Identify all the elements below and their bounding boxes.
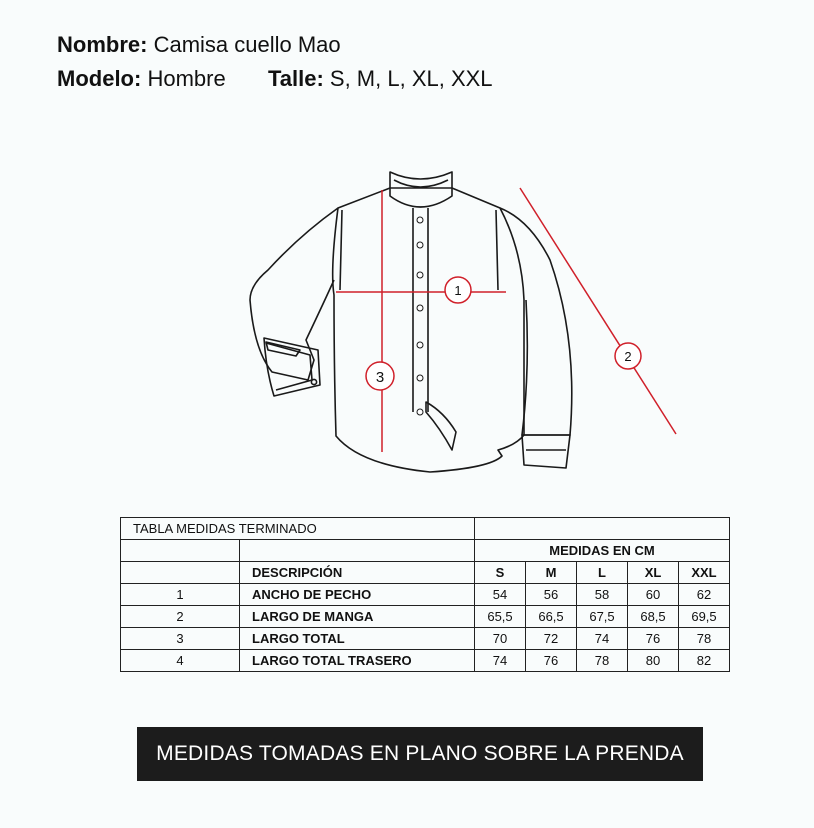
table-row <box>121 650 730 672</box>
size-header: S <box>475 562 526 584</box>
marker-1-label: 1 <box>454 283 462 298</box>
table-row <box>121 584 730 606</box>
name-row <box>57 28 493 62</box>
name-label: Nombre: <box>57 32 148 57</box>
button-2 <box>417 242 423 248</box>
cell-value: 74 <box>577 628 628 650</box>
row-number: 4 <box>121 650 240 672</box>
button-7 <box>417 409 423 415</box>
marker-1 <box>445 277 471 303</box>
banner-text: MEDIDAS TOMADAS EN PLANO SOBRE LA PRENDA <box>156 742 684 765</box>
table-title-row <box>121 518 730 540</box>
size-header: XL <box>628 562 679 584</box>
cell-value: 69,5 <box>679 606 730 628</box>
table-units-row <box>121 540 730 562</box>
model-value: Hombre <box>147 66 226 91</box>
size-header: L <box>577 562 628 584</box>
button-6 <box>417 375 423 381</box>
button-1 <box>417 217 423 223</box>
button-4 <box>417 305 423 311</box>
size-header: M <box>526 562 577 584</box>
cell-value: 56 <box>526 584 577 606</box>
cell-value: 65,5 <box>475 606 526 628</box>
sleeve-length-line <box>520 188 676 434</box>
cell-value: 70 <box>475 628 526 650</box>
size-value: S, M, L, XL, XXL <box>329 66 493 91</box>
model-row <box>57 62 493 96</box>
button-3 <box>417 272 423 278</box>
product-header <box>57 28 493 96</box>
table-row <box>121 606 730 628</box>
cell-value: 58 <box>577 584 628 606</box>
table-header-row <box>121 562 730 584</box>
footer-banner <box>137 727 703 781</box>
shirt-drawing <box>230 150 700 480</box>
cell-value: 82 <box>679 650 730 672</box>
row-label: LARGO TOTAL TRASERO <box>240 650 475 672</box>
marker-3 <box>366 362 394 390</box>
cell-value: 78 <box>577 650 628 672</box>
table-row <box>121 628 730 650</box>
cell-value: 78 <box>679 628 730 650</box>
cell-value: 80 <box>628 650 679 672</box>
marker-2-label: 2 <box>624 349 632 364</box>
marker-3-label: 3 <box>375 369 385 386</box>
right-cuff <box>522 435 570 468</box>
cell-value: 60 <box>628 584 679 606</box>
row-label: LARGO TOTAL <box>240 628 475 650</box>
row-number: 3 <box>121 628 240 650</box>
shirt-diagram <box>230 150 700 480</box>
measurements-table <box>120 517 730 672</box>
row-number: 1 <box>121 584 240 606</box>
size-header: XXL <box>679 562 730 584</box>
table-title: TABLA MEDIDAS TERMINADO <box>121 518 475 540</box>
size-label: Talle: <box>267 66 324 91</box>
units-header: MEDIDAS EN CM <box>475 540 730 562</box>
cell-value: 76 <box>526 650 577 672</box>
model-label: Modelo: <box>57 66 142 91</box>
row-label: LARGO DE MANGA <box>240 606 475 628</box>
cell-value: 68,5 <box>628 606 679 628</box>
left-sleeve <box>250 208 338 380</box>
shirt-collar <box>390 172 452 207</box>
description-header: DESCRIPCIÓN <box>240 562 475 584</box>
cell-value: 76 <box>628 628 679 650</box>
right-sleeve <box>500 208 572 435</box>
button-5 <box>417 342 423 348</box>
row-number: 2 <box>121 606 240 628</box>
name-value: Camisa cuello Mao <box>153 32 341 57</box>
marker-2 <box>615 343 641 369</box>
cell-value: 62 <box>679 584 730 606</box>
row-label: ANCHO DE PECHO <box>240 584 475 606</box>
cell-value: 74 <box>475 650 526 672</box>
cell-value: 72 <box>526 628 577 650</box>
cell-value: 66,5 <box>526 606 577 628</box>
cell-value: 54 <box>475 584 526 606</box>
cell-value: 67,5 <box>577 606 628 628</box>
